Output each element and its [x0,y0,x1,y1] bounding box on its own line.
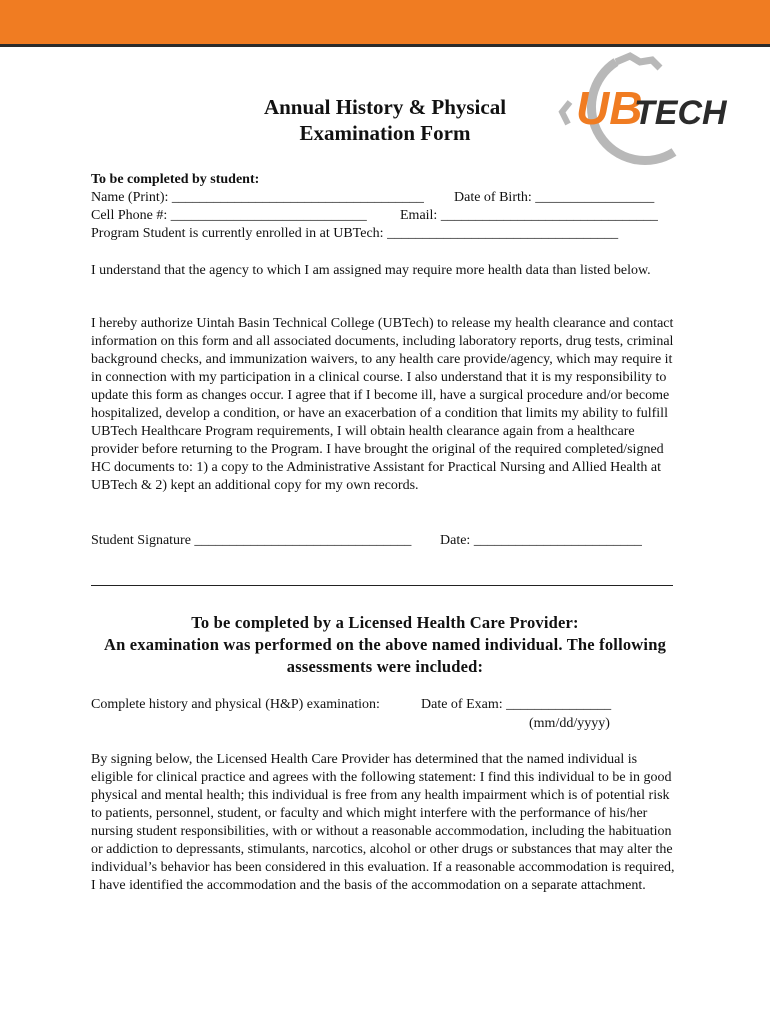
header-bar [0,0,770,47]
date-format-hint: (mm/dd/yyyy) [529,716,610,731]
student-signature-field[interactable]: Student Signature _______________________________ [91,533,412,548]
program-field[interactable]: Program Student is currently enrolled in at UBTech: _________________________________ [91,226,619,241]
logo-tech: TECH [634,94,727,132]
title-line-1: Annual History & Physical [263,95,507,119]
hp-exam-label: Complete history and physical (H&P) examination: [91,697,380,712]
cell-phone-field[interactable]: Cell Phone #: ____________________________ [91,208,367,223]
provider-heading-2: An examination was performed on the above named individual. The following [103,635,667,654]
section-divider [91,585,673,586]
acknowledgement-paragraph: I understand that the agency to which I am assigned may require more health data than listed below. [91,263,651,278]
provider-heading-1: To be completed by a Licensed Health Care Provider: [191,613,579,632]
student-section-heading: To be completed by student: [91,172,260,187]
gear-icon [556,54,727,164]
name-print-field[interactable]: Name (Print): ____________________________________ [91,190,424,205]
date-of-birth-field[interactable]: Date of Birth: _________________ [454,190,655,205]
authorization-paragraph: I hereby authorize Uintah Basin Technical College (UBTech) to release my health clearance and contact information on this form and all associated documents, including laboratory reports, drug tests, criminal background checks, and immunization waivers, to any health care provide/agency, which may require it in connection with my participation in a clinical course. I also understand that it is my responsibility to update this form as changes occur. I agree that if I become ill, have a surgical procedure and/or become hospitalized, develop a condition, or have an exacerbation of a condition that limits my ability to fulfill UBTech Healthcare Program requirements, I will obtain health clearance again from a healthcare provider before returning to the Program. I have brought the original of the required completed/signed HC documents to: 1) a copy to the Administrative Assistant for Practical Nursing and Allied Health at UBTech & 2) kept an additional copy for my own records. [91,316,674,493]
provider-statement: By signing below, the Licensed Health Care Provider has determined that the named individual is eligible for clinical practice and agrees with the following statement: I find this individual to be in good physical and mental health; this individual is free from any health impairment which is of potential risk to patients, personnel, student, or faculty and which might interfere with the performance of his/her nursing student responsibilities, with or without a reasonable accommodation, including the habituation or addiction to depressants, stimulants, narcotics, alcohol or other drugs or substances that may alter the individual’s behavior has been considered in this evaluation. If a reasonable accommodation is required, I have identified the accommodation and the basis of the accommodation on a separate attachment. [91,752,675,893]
logo-ub: UB [576,82,643,134]
page-title [200,94,570,146]
exam-date-field[interactable]: Date of Exam: _______________ [421,697,612,712]
signature-date-field[interactable]: Date: ________________________ [440,533,642,548]
email-field[interactable]: Email: _______________________________ [400,208,658,223]
ubtech-logo [556,54,727,164]
title-line-2: Examination Form [299,121,471,145]
provider-heading-3: assessments were included: [286,657,484,676]
